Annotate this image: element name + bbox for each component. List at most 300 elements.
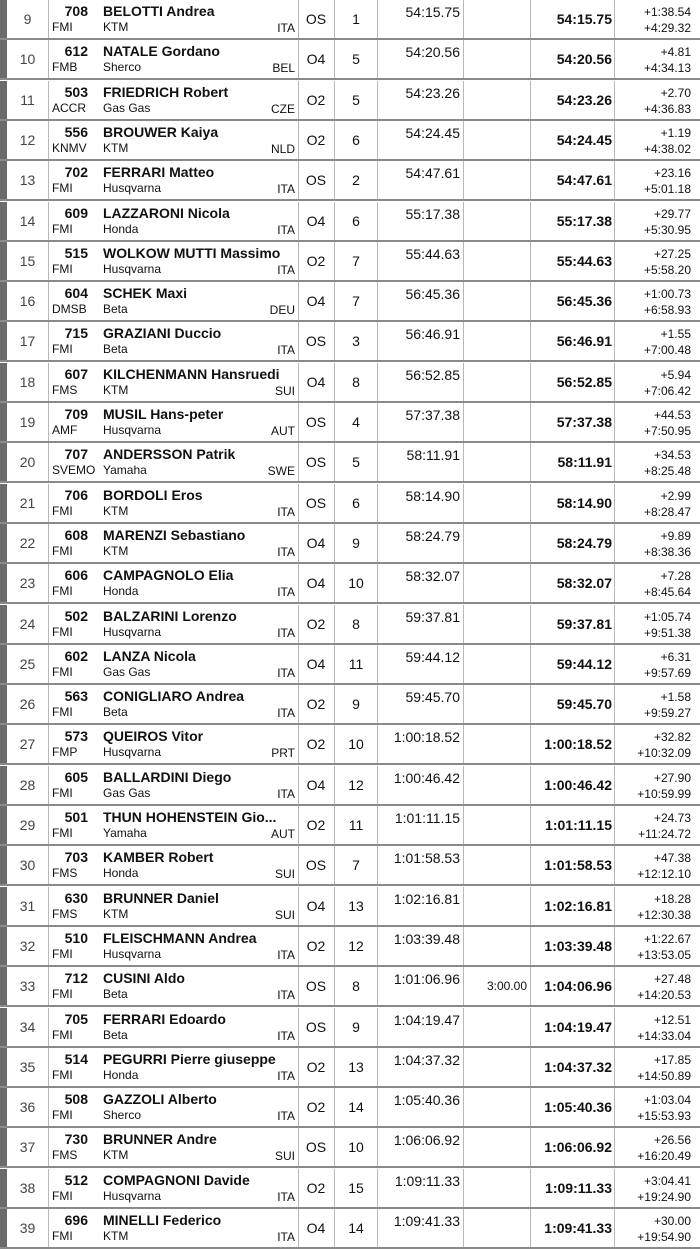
rider-number: 573 <box>64 728 88 745</box>
federation: DMSB <box>52 302 87 317</box>
position-cell: 29 <box>19 817 36 833</box>
row-left-border <box>0 806 7 844</box>
gap-first: +4:34.13 <box>643 61 691 76</box>
race-time: 59:45.70 <box>405 689 460 706</box>
motorcycle-make: Husqvarna <box>103 423 162 437</box>
rider-number: 712 <box>64 970 88 987</box>
class-cell: OS <box>305 414 327 430</box>
rider-number: 563 <box>64 688 88 705</box>
position-cell: 30 <box>19 857 36 874</box>
row-left-border <box>0 202 7 240</box>
class-rank: 12 <box>348 937 364 954</box>
federation: FMS <box>52 866 78 881</box>
motorcycle-make: KTM <box>103 503 129 518</box>
class-rank: 8 <box>352 615 360 632</box>
motorcycle-make: KTM <box>103 906 129 921</box>
penalty-time <box>464 121 527 159</box>
rider-name: WOLKOW MUTTI Massimo <box>103 244 281 261</box>
total-time: 58:32.07 <box>556 575 612 592</box>
gap-first: +15:53.93 <box>637 1109 691 1124</box>
gap-first: +4:36.83 <box>643 101 691 116</box>
table-row <box>0 81 700 121</box>
class-rank: 13 <box>348 1058 364 1075</box>
rider-name: QUEIROS Vitor <box>103 728 204 745</box>
race-time: 54:20.56 <box>405 44 460 61</box>
table-row <box>0 967 700 1007</box>
table-row <box>0 806 700 846</box>
gap-previous: +1.19 <box>660 125 691 140</box>
table-row <box>0 1088 700 1128</box>
rider-number: 696 <box>64 1212 88 1228</box>
race-time: 59:37.81 <box>405 608 460 625</box>
motorcycle-make: Husqvarna <box>103 181 162 196</box>
penalty-time <box>464 443 527 481</box>
class-cell: OS <box>305 1018 327 1035</box>
row-left-border <box>0 685 7 723</box>
penalty-time <box>464 403 527 441</box>
race-time: 1:01:58.53 <box>393 850 460 867</box>
gap-previous: +44.53 <box>653 408 691 422</box>
class-cell: O4 <box>306 212 326 229</box>
rider-number: 510 <box>64 929 88 946</box>
gap-first: +12:12.10 <box>637 867 691 882</box>
class-cell: O2 <box>306 1099 326 1116</box>
penalty-time <box>464 282 527 320</box>
position-cell: 22 <box>19 534 36 551</box>
class-cell: O4 <box>306 1220 326 1236</box>
gap-first: +5:30.95 <box>643 222 691 237</box>
rider-number: 502 <box>64 607 88 624</box>
gap-previous: +5.94 <box>660 367 691 382</box>
gap-first: +14:33.04 <box>637 1028 691 1043</box>
rider-name: BALZARINI Lorenzo <box>103 607 237 624</box>
rider-name: FERRARI Matteo <box>103 164 215 181</box>
federation: FMI <box>52 20 73 34</box>
federation: FMI <box>52 664 73 679</box>
nationality: ITA <box>277 1028 295 1043</box>
class-rank: 6 <box>352 131 360 148</box>
motorcycle-make: Gas Gas <box>103 664 151 679</box>
rider-number: 604 <box>64 285 88 302</box>
row-left-border <box>0 1088 7 1126</box>
rider-name: FRIEDRICH Robert <box>103 83 229 100</box>
nationality: NLD <box>270 141 295 156</box>
class-cell: O2 <box>306 615 326 632</box>
gap-first: +9:57.69 <box>643 665 691 680</box>
class-cell: OS <box>305 857 327 874</box>
row-left-border <box>0 1128 7 1166</box>
race-time: 54:47.61 <box>405 165 460 182</box>
class-cell: O4 <box>306 655 326 672</box>
race-time: 1:04:19.47 <box>393 1011 460 1028</box>
motorcycle-make: Gas Gas <box>103 100 151 115</box>
gap-previous: +1:38.54 <box>643 5 691 19</box>
rider-number: 709 <box>64 406 88 422</box>
rider-name: LAZZARONI Nicola <box>103 204 230 221</box>
federation: SVEMO <box>52 463 96 478</box>
race-time: 54:24.45 <box>405 124 460 141</box>
penalty-time <box>464 40 527 78</box>
penalty-time <box>464 1048 527 1086</box>
nationality: ITA <box>277 1230 295 1244</box>
motorcycle-make: KTM <box>103 140 129 155</box>
class-rank: 4 <box>352 414 360 430</box>
race-time: 1:00:18.52 <box>393 729 460 746</box>
motorcycle-make: Husqvarna <box>103 946 162 961</box>
class-cell: O4 <box>306 373 326 390</box>
federation: ACCR <box>52 100 87 115</box>
table-row <box>0 363 700 403</box>
nationality: CZE <box>271 101 295 116</box>
row-left-border <box>0 363 7 401</box>
table-row <box>0 322 700 362</box>
nationality: ITA <box>277 625 295 640</box>
row-left-border <box>0 967 7 1005</box>
class-rank: 7 <box>352 857 360 874</box>
total-time: 1:05:40.36 <box>544 1099 612 1116</box>
row-left-border <box>0 282 7 320</box>
motorcycle-make: KTM <box>103 1229 129 1243</box>
row-left-border <box>0 846 7 884</box>
row-left-border <box>0 725 7 763</box>
penalty-time <box>464 524 527 562</box>
table-row <box>0 1008 700 1048</box>
class-rank: 14 <box>348 1099 364 1116</box>
class-rank: 11 <box>348 655 364 672</box>
class-rank: 5 <box>352 91 360 108</box>
gap-first: +4:29.32 <box>643 21 691 35</box>
race-time: 1:03:39.48 <box>393 930 460 947</box>
federation: FMP <box>52 745 78 760</box>
rider-name: NATALE Gordano <box>103 43 220 60</box>
penalty-time <box>464 202 527 240</box>
class-rank: 9 <box>352 1018 360 1035</box>
class-cell: OS <box>305 172 327 189</box>
rider-number: 708 <box>64 3 88 19</box>
race-time: 58:24.79 <box>405 527 460 544</box>
federation: FMI <box>52 543 73 558</box>
total-time: 59:44.12 <box>556 655 612 672</box>
class-cell: O4 <box>306 51 326 68</box>
penalty-time <box>464 564 527 602</box>
race-time: 1:04:37.32 <box>393 1051 460 1068</box>
nationality: SUI <box>274 867 295 882</box>
penalty-time <box>464 887 527 925</box>
total-time: 59:45.70 <box>556 696 612 713</box>
total-time: 54:24.45 <box>556 131 612 148</box>
penalty-time <box>464 1128 527 1166</box>
total-time: 56:52.85 <box>556 373 612 390</box>
total-time: 58:11.91 <box>557 454 612 471</box>
row-left-border <box>0 121 7 159</box>
rider-number: 609 <box>64 204 88 221</box>
motorcycle-make: Husqvarna <box>103 1188 162 1203</box>
federation: FMI <box>52 584 73 599</box>
nationality: AUT <box>271 424 295 438</box>
table-row <box>0 443 700 483</box>
federation: AMF <box>52 423 78 437</box>
rider-name: LANZA Nicola <box>103 647 196 664</box>
table-row <box>0 1128 700 1168</box>
nationality: BEL <box>272 61 295 76</box>
class-rank: 9 <box>352 696 360 713</box>
rider-number: 705 <box>64 1010 88 1027</box>
table-row <box>0 524 700 564</box>
gap-first: +10:32.09 <box>637 746 691 761</box>
motorcycle-make: Gas Gas <box>103 785 151 800</box>
penalty-time <box>464 0 527 38</box>
motorcycle-make: KTM <box>103 543 129 558</box>
position-cell: 19 <box>19 414 36 430</box>
position-cell: 18 <box>19 373 36 390</box>
race-time: 1:05:40.36 <box>393 1092 460 1109</box>
row-left-border <box>0 161 7 199</box>
rider-number: 612 <box>64 43 88 60</box>
motorcycle-make: KTM <box>103 20 129 34</box>
rider-number: 607 <box>64 365 88 382</box>
class-cell: O4 <box>306 897 326 914</box>
nationality: PRT <box>271 746 295 761</box>
penalty-time <box>464 645 527 683</box>
motorcycle-make: Beta <box>103 1027 128 1042</box>
total-time: 55:17.38 <box>556 212 612 229</box>
motorcycle-make: Beta <box>103 705 128 720</box>
row-left-border <box>0 645 7 683</box>
gap-previous: +24.73 <box>653 811 691 825</box>
gap-previous: +1:22.67 <box>643 931 691 946</box>
rider-number: 508 <box>64 1091 88 1108</box>
race-time: 1:01:11.15 <box>394 810 460 826</box>
race-time: 1:01:06.96 <box>393 971 460 988</box>
gap-first: +5:58.20 <box>643 262 691 277</box>
rider-number: 515 <box>64 244 88 261</box>
race-time: 55:17.38 <box>405 205 460 222</box>
row-left-border <box>0 484 7 522</box>
gap-first: +12:30.38 <box>637 907 691 922</box>
federation: FMI <box>52 987 73 1002</box>
row-left-border <box>0 40 7 78</box>
nationality: ITA <box>277 1189 295 1204</box>
position-cell: 14 <box>19 212 36 229</box>
total-time: 55:44.63 <box>556 252 612 269</box>
total-time: 1:09:41.33 <box>544 1220 612 1236</box>
total-time: 56:46.91 <box>556 333 612 350</box>
rider-number: 556 <box>64 123 88 140</box>
position-cell: 33 <box>19 978 36 995</box>
class-cell: O2 <box>306 1058 326 1075</box>
rider-number: 608 <box>64 526 88 543</box>
rider-name: MUSIL Hans-peter <box>103 406 224 422</box>
table-row <box>0 1169 700 1209</box>
row-left-border <box>0 524 7 562</box>
motorcycle-make: KTM <box>103 1148 129 1163</box>
gap-previous: +47.38 <box>653 851 691 866</box>
gap-first: +8:28.47 <box>643 504 691 519</box>
gap-previous: +4.81 <box>660 45 691 60</box>
motorcycle-make: Husqvarna <box>103 745 162 760</box>
position-cell: 28 <box>19 776 36 793</box>
rider-name: BRUNNER Andre <box>103 1131 217 1148</box>
rider-name: CONIGLIARO Andrea <box>103 688 245 705</box>
rider-name: MARENZI Sebastiano <box>103 526 246 543</box>
federation: FMS <box>52 382 78 397</box>
class-rank: 11 <box>348 817 364 833</box>
table-row <box>0 927 700 967</box>
gap-first: +9:51.38 <box>643 625 691 640</box>
rider-name: FLEISCHMANN Andrea <box>103 929 257 946</box>
table-row <box>0 40 700 80</box>
rider-name: PEGURRI Pierre giuseppe <box>103 1050 276 1067</box>
race-time: 1:02:16.81 <box>393 890 460 907</box>
penalty-time <box>464 766 527 804</box>
total-time: 1:04:19.47 <box>544 1018 612 1035</box>
gap-first: +19:54.90 <box>637 1230 691 1244</box>
motorcycle-make: Yamaha <box>103 826 147 840</box>
penalty-time <box>464 161 527 199</box>
penalty-time <box>464 322 527 360</box>
nationality: ITA <box>277 706 295 721</box>
position-cell: 23 <box>19 575 36 592</box>
federation: FMB <box>52 60 78 75</box>
class-cell: O2 <box>306 91 326 108</box>
rider-number: 630 <box>64 889 88 906</box>
rider-number: 503 <box>64 83 88 100</box>
gap-first: +8:45.64 <box>643 585 691 600</box>
gap-previous: +2.70 <box>660 85 691 100</box>
race-time: 56:45.36 <box>405 286 460 303</box>
gap-previous: +1.58 <box>660 690 691 705</box>
class-cell: OS <box>305 333 327 350</box>
class-cell: OS <box>305 494 327 511</box>
race-time: 1:00:46.42 <box>393 769 460 786</box>
class-rank: 14 <box>348 1220 364 1236</box>
federation: FMI <box>52 1027 73 1042</box>
rider-name: BORDOLI Eros <box>103 486 203 503</box>
row-left-border <box>0 81 7 119</box>
class-rank: 15 <box>348 1179 364 1196</box>
position-cell: 34 <box>19 1018 36 1035</box>
class-cell: O2 <box>306 252 326 269</box>
motorcycle-make: Beta <box>103 342 128 357</box>
total-time: 56:45.36 <box>556 293 612 310</box>
position-cell: 32 <box>19 937 36 954</box>
class-rank: 5 <box>352 51 360 68</box>
race-time: 57:37.38 <box>405 407 460 423</box>
table-row <box>0 645 700 685</box>
table-row <box>0 282 700 322</box>
class-cell: O2 <box>306 696 326 713</box>
class-rank: 8 <box>352 978 360 995</box>
nationality: DEU <box>269 303 295 318</box>
rider-number: 602 <box>64 647 88 664</box>
table-row <box>0 121 700 161</box>
table-row <box>0 685 700 725</box>
gap-previous: +23.16 <box>653 166 691 181</box>
position-cell: 38 <box>19 1179 36 1196</box>
class-cell: O2 <box>306 937 326 954</box>
gap-previous: +34.53 <box>653 448 691 463</box>
class-rank: 6 <box>352 212 360 229</box>
class-rank: 10 <box>348 575 364 592</box>
motorcycle-make: Honda <box>103 584 139 599</box>
gap-first: +8:38.36 <box>643 544 691 559</box>
nationality: SUI <box>274 1149 295 1164</box>
rider-name: COMPAGNONI Davide <box>103 1171 250 1188</box>
table-row <box>0 242 700 282</box>
class-cell: OS <box>305 978 327 995</box>
total-time: 57:37.38 <box>556 414 612 430</box>
nationality: ITA <box>277 988 295 1003</box>
federation: FMI <box>52 1108 73 1123</box>
total-time: 58:14.90 <box>556 494 612 511</box>
gap-first: +9:59.27 <box>643 706 691 721</box>
gap-previous: +30.00 <box>653 1214 691 1228</box>
rider-name: BRUNNER Daniel <box>103 889 219 906</box>
motorcycle-make: Yamaha <box>103 463 147 478</box>
rider-number: 606 <box>64 567 88 584</box>
class-rank: 13 <box>348 897 364 914</box>
motorcycle-make: Sherco <box>103 60 142 75</box>
total-time: 1:01:58.53 <box>544 857 612 874</box>
position-cell: 36 <box>19 1099 36 1116</box>
gap-previous: +12.51 <box>653 1012 691 1027</box>
nationality: ITA <box>277 544 295 559</box>
position-cell: 20 <box>19 454 36 471</box>
rider-number: 512 <box>64 1171 88 1188</box>
nationality: SUI <box>274 907 295 922</box>
rider-number: 707 <box>64 446 88 463</box>
gap-first: +6:58.93 <box>643 303 691 318</box>
penalty-time <box>464 725 527 763</box>
table-row <box>0 846 700 886</box>
class-cell: OS <box>305 1139 327 1156</box>
class-rank: 7 <box>352 252 360 269</box>
federation: FMI <box>52 503 73 518</box>
rider-number: 702 <box>64 164 88 181</box>
class-cell: O2 <box>306 817 326 833</box>
gap-first: +5:01.18 <box>643 182 691 197</box>
gap-previous: +26.56 <box>653 1133 691 1148</box>
row-left-border <box>0 766 7 804</box>
race-time: 58:11.91 <box>406 447 460 464</box>
position-cell: 26 <box>19 696 36 713</box>
total-time: 1:00:18.52 <box>544 736 612 753</box>
federation: KNMV <box>52 140 87 155</box>
total-time: 1:00:46.42 <box>544 776 612 793</box>
nationality: ITA <box>277 585 295 600</box>
federation: FMI <box>52 221 73 236</box>
row-left-border <box>0 1169 7 1207</box>
total-time: 1:04:06.96 <box>544 978 612 995</box>
gap-previous: +27.90 <box>653 770 691 785</box>
motorcycle-make: Sherco <box>103 1108 142 1123</box>
position-cell: 37 <box>19 1139 36 1156</box>
rider-name: BALLARDINI Diego <box>103 768 232 785</box>
federation: FMS <box>52 906 78 921</box>
class-rank: 5 <box>352 454 360 471</box>
table-row <box>0 725 700 765</box>
row-left-border <box>0 887 7 925</box>
motorcycle-make: Husqvarna <box>103 624 162 639</box>
position-cell: 17 <box>19 333 36 350</box>
nationality: SWE <box>267 464 295 479</box>
position-cell: 16 <box>19 293 36 310</box>
position-cell: 10 <box>19 51 36 68</box>
penalty-time <box>464 685 527 723</box>
table-row <box>0 1209 700 1249</box>
gap-previous: +27.25 <box>653 246 691 261</box>
total-time: 54:23.26 <box>556 91 612 108</box>
